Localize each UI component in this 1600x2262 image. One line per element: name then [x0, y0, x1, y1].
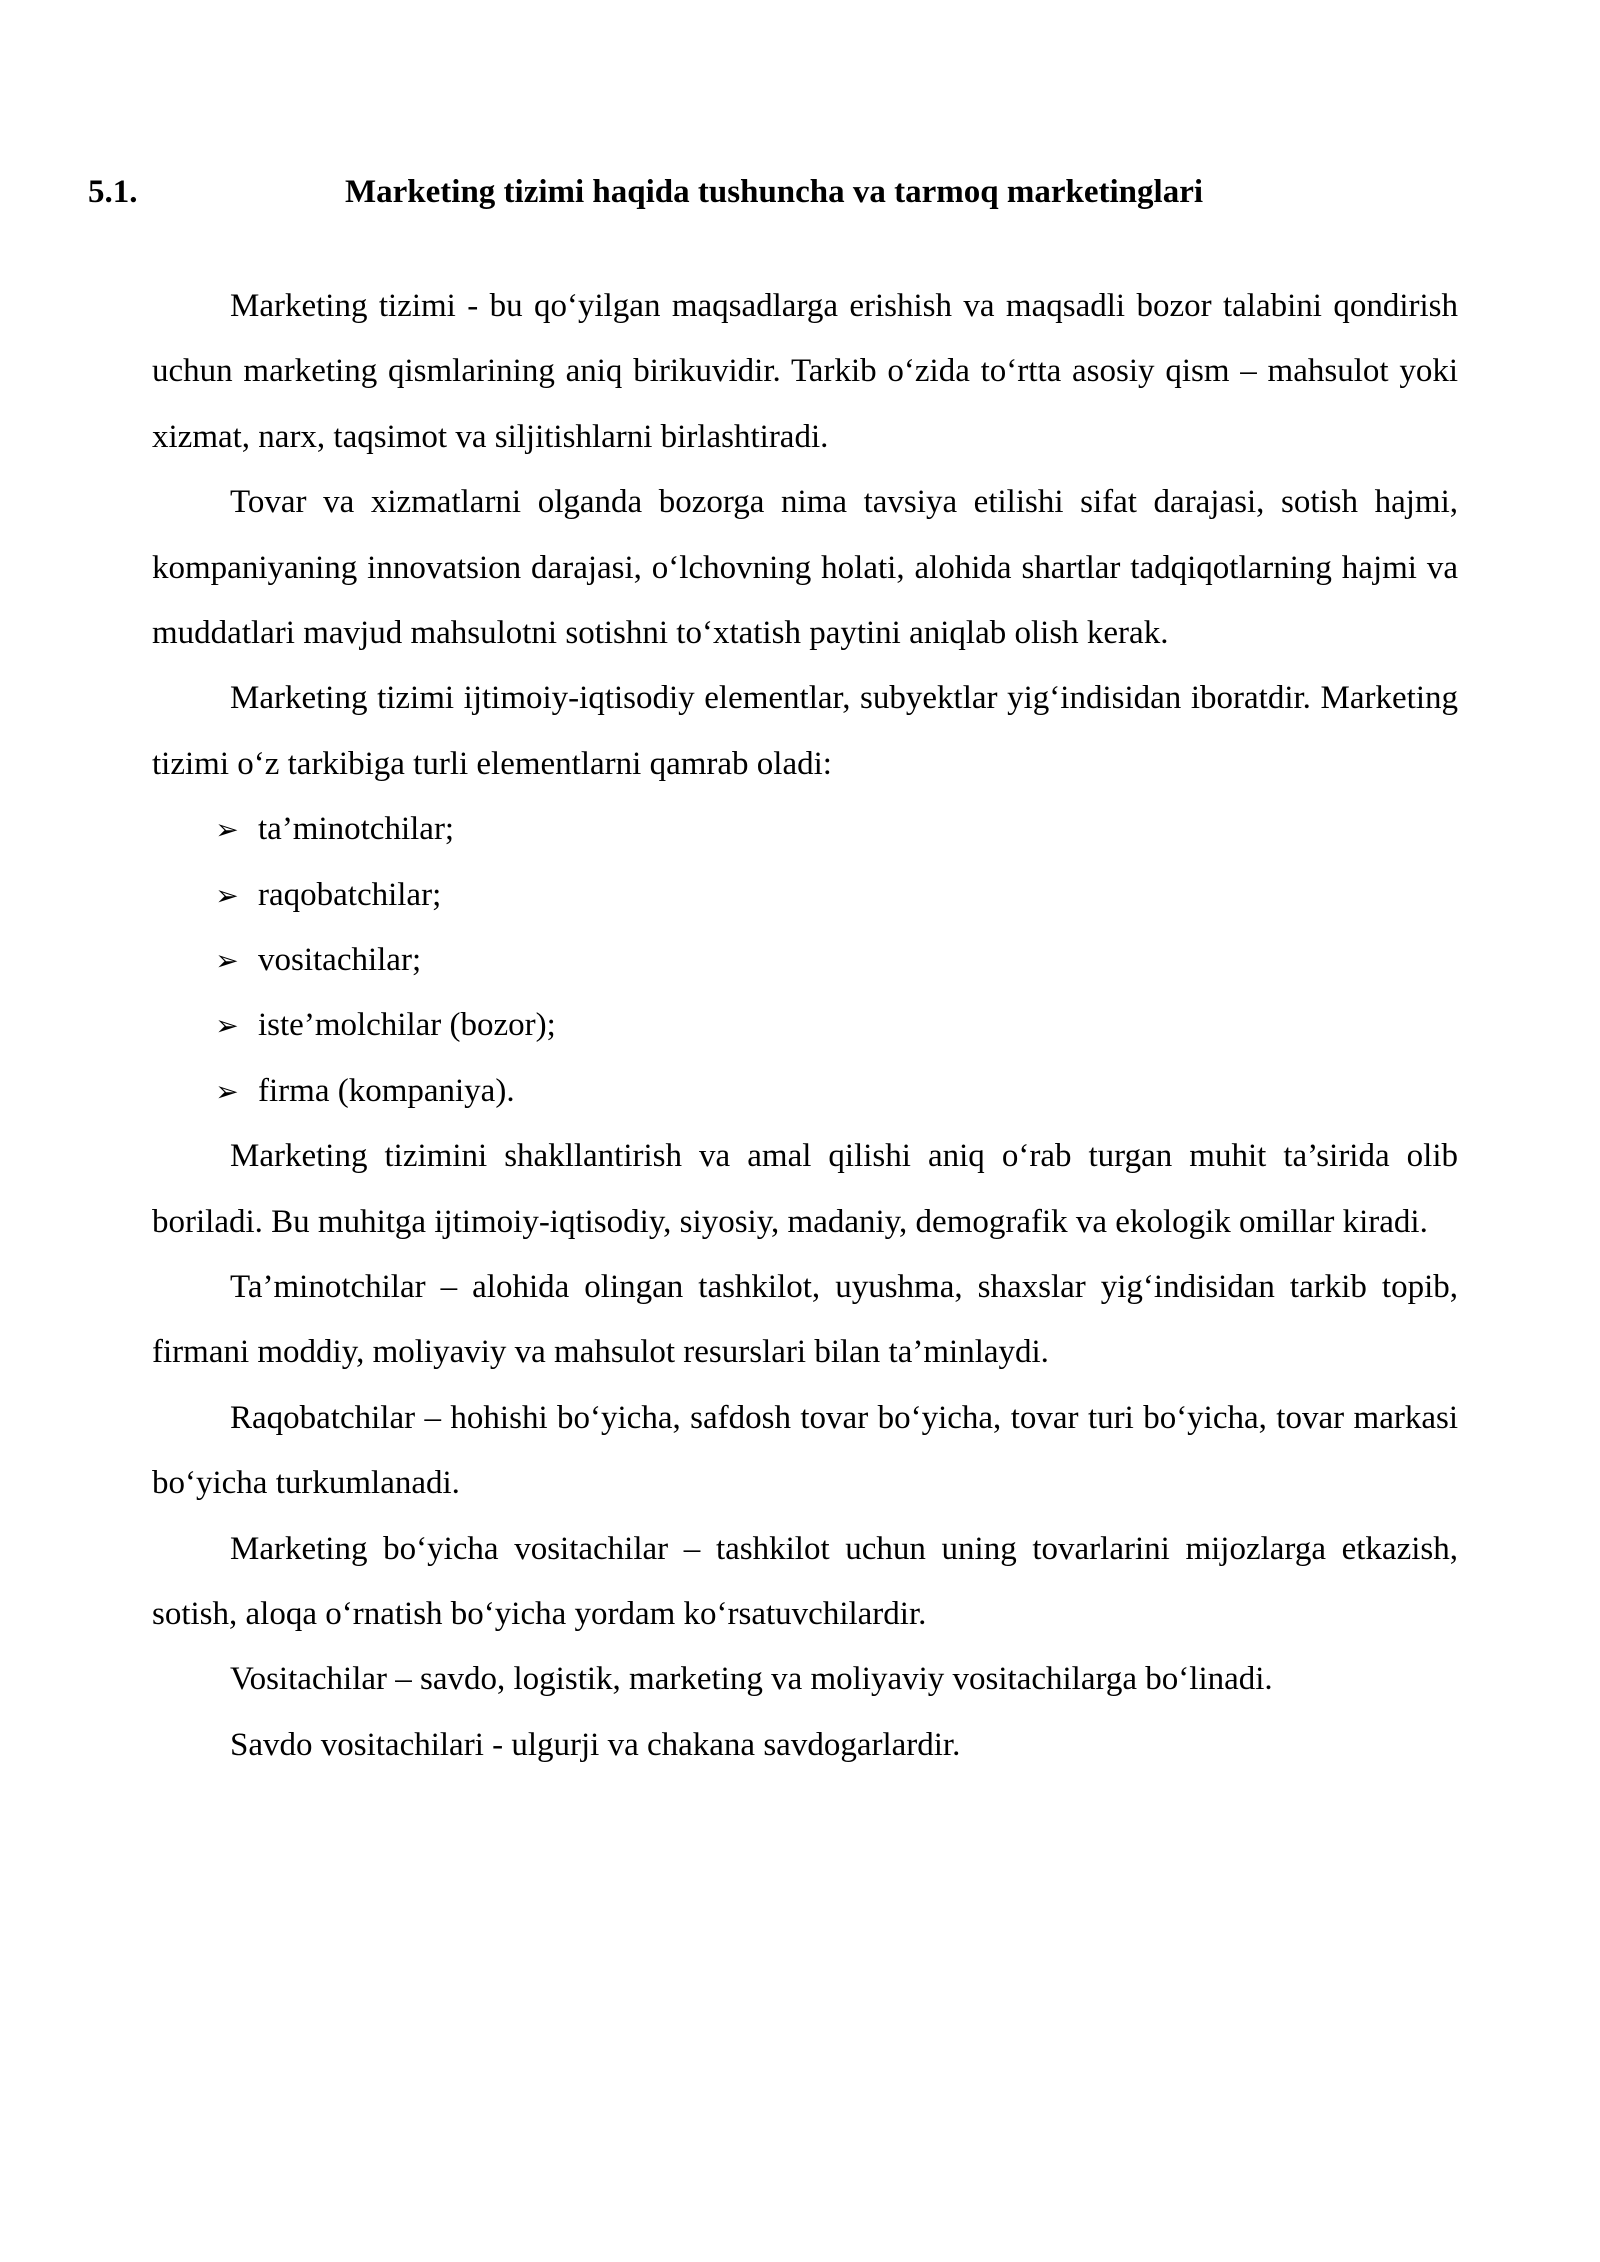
list-item-text: ta’minotchilar;: [258, 811, 455, 848]
list-item: [152, 797, 1458, 862]
list-item: [152, 1059, 1458, 1124]
list-item-text: firma (kompaniya).: [258, 1072, 515, 1109]
paragraph-suppliers: Ta’minotchilar – alohida olingan tashkilot, uyushma, shaxslar yig‘indisidan tarkib topib, firmani moddiy, moliyaviy va mahsulot resurslari bilan ta’minlaydi.: [152, 1269, 1458, 1371]
paragraph-competitors: Raqobatchilar – hohishi bo‘yicha, safdosh tovar bo‘yicha, tovar turi bo‘yicha, tovar markasi bo‘yicha turkumlanadi.: [152, 1399, 1458, 1502]
elements-list: [152, 797, 1458, 1124]
paragraph-intermediary-types: Vositachilar – savdo, logistik, marketing va moliyaviy vositachilarga bo‘linadi.: [230, 1661, 1273, 1698]
document-body: [152, 274, 1458, 1778]
list-item: [152, 993, 1458, 1058]
section-heading: [88, 167, 1458, 217]
paragraph-marketing-system-definition: Marketing tizimi - bu qo‘yilgan maqsadlarga erishish va maqsadli bozor talabini qondirish uchun marketing qismlarining aniq birikuvidir. Tarkib o‘zida to‘rtta asosiy qism – mahsulot yoki xizmat, narx, taqsimot va siljitishlarni birlashtiradi.: [152, 288, 1458, 455]
list-item-text: vositachilar;: [258, 942, 422, 979]
list-item: [152, 863, 1458, 928]
paragraph-intermediaries: Marketing bo‘yicha vositachilar – tashkilot uchun uning tovarlarini mijozlarga etkazish, sotish, aloqa o‘rnatish bo‘yicha yordam ko‘rsatuvchilardir.: [152, 1530, 1458, 1633]
arrow-bullet-icon: ➢: [215, 878, 239, 912]
paragraph-system-elements: Marketing tizimi ijtimoiy-iqtisodiy elementlar, subyektlar yig‘indisidan iboratdir. Marketing tizimi o‘z tarkibiga turli elementlarni qamrab oladi:: [152, 680, 1458, 782]
paragraph-goods-and-services: Tovar va xizmatlarni olganda bozorga nima tavsiya etilishi sifat darajasi, sotish hajmi, kompaniyaning innovatsion darajasi, o‘lchovning holati, alohida shartlar tadqiqotlarning hajmi va muddatlari mavjud mahsulotni sotishni to‘xtatish paytini aniqlab olish kerak.: [152, 484, 1458, 652]
list-item: [152, 928, 1458, 993]
section-title: Marketing tizimi haqida tushuncha va tarmoq marketinglari: [345, 174, 1204, 210]
arrow-bullet-icon: ➢: [215, 944, 239, 978]
arrow-bullet-icon: ➢: [215, 1074, 239, 1108]
arrow-bullet-icon: ➢: [215, 1009, 239, 1043]
arrow-bullet-icon: ➢: [215, 813, 239, 847]
paragraph-trade-intermediaries: Savdo vositachilari - ulgurji va chakana savdogarlardir.: [230, 1726, 961, 1763]
paragraph-environment: Marketing tizimini shakllantirish va amal qilishi aniq o‘rab turgan muhit ta’sirida olib boriladi. Bu muhitga ijtimoiy-iqtisodiy, siyosiy, madaniy, demografik va ekologik omillar kiradi.: [152, 1138, 1458, 1240]
section-number: 5.1.: [88, 174, 138, 210]
list-item-text: iste’molchilar (bozor);: [258, 1007, 556, 1044]
list-item-text: raqobatchilar;: [258, 876, 442, 913]
